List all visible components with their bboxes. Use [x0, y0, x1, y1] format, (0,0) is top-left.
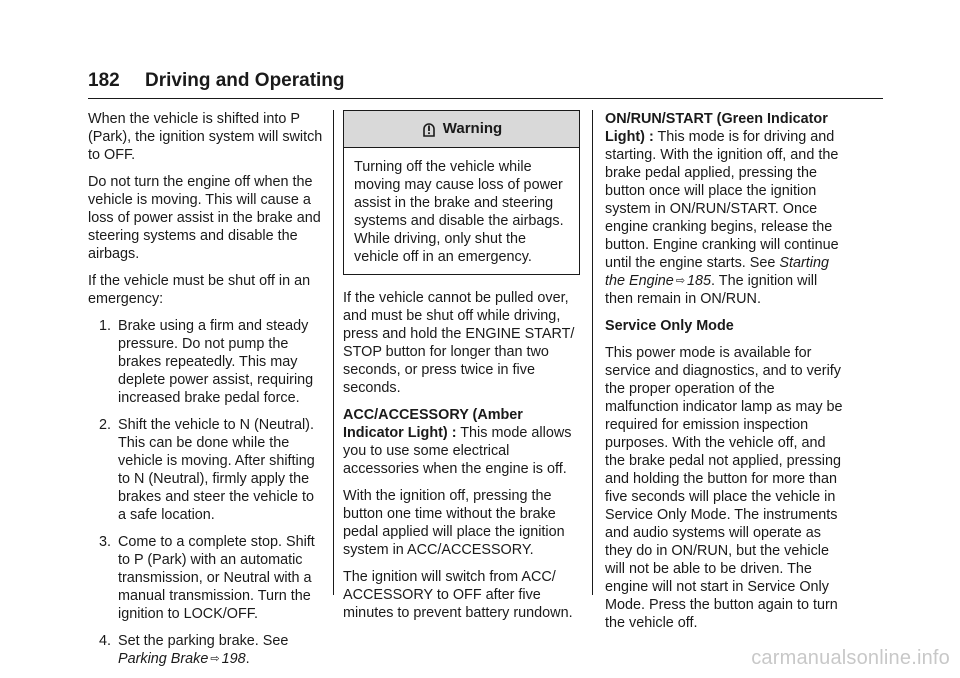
column-divider-1	[333, 110, 334, 595]
page-number: 182	[88, 70, 120, 91]
cross-reference-link[interactable]: Starting the Engine	[605, 255, 830, 289]
emergency-steps-list	[88, 317, 323, 668]
step-text: Come to a complete stop. Shift to P (Park) with an automatic transmission, or Neutral with a manual transmission. Turn the ignition to LOCK/OFF.	[118, 534, 315, 622]
cross-reference-link[interactable]: Parking Brake	[118, 651, 209, 667]
paragraph-acc-mode	[343, 406, 580, 478]
paragraph-ignition-off-press: With the ignition off, pressing the button one time without the brake pedal applied will place the ignition system in ACC/ACCESSORY.	[343, 488, 565, 558]
list-item	[88, 416, 323, 524]
column-1	[88, 110, 323, 677]
paragraph-do-not-turn-off: Do not turn the engine off when the vehicle is moving. This will cause a loss of power assist in the brake and steering systems and disable the airbags.	[88, 174, 321, 262]
header-divider	[88, 98, 883, 99]
column-3	[605, 110, 845, 641]
step-text-end: .	[245, 651, 250, 667]
step-number: 2.	[98, 417, 111, 433]
column-2	[343, 110, 580, 631]
page-ref-arrow-icon: ⇨	[210, 653, 220, 665]
on-run-start-label: ON/RUN/START (Green Indicator Light) :	[605, 111, 828, 145]
acc-mode-text: This mode allows you to use some electrical accessories when the engine is off.	[343, 425, 572, 477]
warning-text: Turning off the vehicle while moving may cause loss of power assist in the brake and steering systems and disable the airbags. While driving, only shut the vehicle off in an emergency.	[354, 159, 564, 265]
paragraph-on-run-start	[605, 110, 845, 308]
step-number: 1.	[98, 318, 111, 334]
watermark: carmanualsonline.info	[751, 647, 950, 669]
paragraph-emergency: If the vehicle must be shut off in an emergency:	[88, 273, 311, 307]
warning-icon	[421, 121, 437, 137]
paragraph-park-off: When the vehicle is shifted into P (Park), the ignition system will switch to OFF.	[88, 111, 323, 163]
list-item	[88, 632, 323, 668]
page-header	[88, 68, 883, 100]
list-item	[88, 317, 323, 407]
column-divider-2	[592, 110, 593, 595]
on-run-start-text: This mode is for driving and starting. With the ignition off, and the brake pedal applied, pressing the button once will place the ignition system in ON/RUN/START. Once engine cranking begins, release the button. Engine cranking will continue until the engine starts. See	[605, 129, 839, 271]
step-number: 3.	[98, 534, 111, 550]
step-number: 4.	[98, 633, 111, 649]
paragraph-service-only-mode: This power mode is available for service and diagnostics, and to verify the proper operation of the malfunction indicator lamp as may be required for emission inspection purposes. With the vehicle off, and the brake pedal not applied, pressing and holding the button for more than five seconds will place the vehicle in Service Only Mode. The instruments and audio systems will operate as they do in ON/RUN, but the vehicle will not be able to be driven. The engine will not start in Service Only Mode. Press the button again to turn the vehicle off.	[605, 345, 843, 631]
step-text: Brake using a firm and steady pressure. Do not pump the brakes repeatedly. This may deplete power assist, requiring increased brake pedal force.	[118, 318, 314, 406]
acc-mode-label: ACC/ACCESSORY (Amber Indicator Light) :	[343, 407, 523, 441]
service-only-mode-heading: Service Only Mode	[605, 318, 734, 334]
warning-title: Warning	[442, 120, 503, 137]
step-text: Shift the vehicle to N (Neutral). This can be done while the vehicle is moving. After shifting to N (Neutral), firmly apply the brakes and steer the vehicle to a safe location.	[118, 417, 315, 523]
page-reference[interactable]: 185	[687, 273, 712, 289]
section-title: Driving and Operating	[145, 70, 345, 91]
step-text: Set the parking brake. See	[118, 633, 289, 649]
page-ref-arrow-icon: ⇨	[675, 275, 686, 287]
paragraph-switch-to-off: The ignition will switch from ACC/ ACCESSORY to OFF after five minutes to prevent battery rundown.	[343, 569, 573, 621]
page-reference[interactable]: 198	[221, 651, 246, 667]
on-run-start-text-end: . The ignition will then remain in ON/RUN.	[605, 273, 818, 307]
warning-header	[344, 111, 579, 148]
list-item	[88, 533, 323, 623]
warning-box	[343, 110, 580, 275]
paragraph-cannot-pull-over: If the vehicle cannot be pulled over, and must be shut off while driving, press and hold the ENGINE START/ STOP button for longer than two seconds, or press twice in five seconds.	[343, 290, 575, 396]
